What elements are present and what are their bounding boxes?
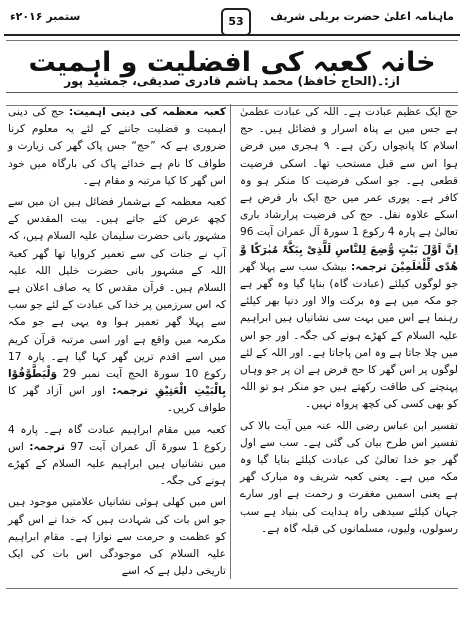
- left-column: [8, 104, 226, 584]
- article-title: خانہ کعبہ کی افضلیت و اہمیت: [28, 47, 436, 78]
- paragraph: اس میں کھلی ہوئی نشانیاں علامتیں موجود ہیں جو اس بات کی شہادت ہیں کہ خدا نے اس گھر کو عظمت و حرمت سے نوازا ہے۔ مقام ابراہیم علیہ السلام کی موجودگی اس بات کی ایک تاریخی دلیل ہے کہ اسے: [8, 496, 226, 578]
- column-divider: [230, 104, 231, 579]
- title-area: [6, 40, 458, 106]
- paragraph: تفسیر ابن عباس رضی اللہ عنہ میں آیت بالا کی تفسیر اس طرح بیان کی گئی ہے۔ سب سے اول گھر جو خدا تعالیٰ کی عبادت کیلئے بنایا گیا وہ مکہ میں ہے۔ یعنی کعبہ شریف وہ مبارک گھر ہے یعنی اسمیں مغفرت و رحمت ہے اور سارے جہان کیلئے سیدھی راہ ہدایت کی بنیاد ہے سب رسولوں، ولیوں، مسلمانوں کی قبلہ گاہ ہے۔: [240, 419, 458, 535]
- magazine-name: ماہنامہ اعلیٰ حضرت بریلی شریف: [270, 10, 454, 23]
- paragraph: کعبہ معظمہ کی دینی اہمیت: حج کی دینی اہمیت و فضلیت جاننے کے لئے یہ معلوم کرنا ضروری ہے کہ ”حج“ جس پاک گھر کی زیارت و طواف کا نام ہے خدائے پاک کی بارگاہ میں خود اس گھر کا کیا مرتبہ و مقام ہے۔: [8, 106, 226, 187]
- paragraph: کعبہ میں مقام ابراہیم عبادت گاہ ہے۔ پارہ 4 رکوع 1 سورۃ آل عمران آیت 97 ترجمہ: اس میں نشانیاں ہیں ابراہیم علیہ السلام کے کھڑے ہونے کی جگہ۔: [8, 423, 227, 488]
- article-author: از:۔(الحاج حافظ) محمد ہاشم قادری صدیقی، جمشید پور: [64, 74, 400, 88]
- author-rule: [6, 92, 458, 93]
- section-heading: کعبہ معظمہ کی دینی اہمیت:: [69, 106, 226, 118]
- page-number: 53: [221, 8, 251, 36]
- paragraph: حج ایک عظیم عبادت ہے۔ اللہ کی عبادت عظمیٰ ہے جس میں بے پناہ اسرار و فضائل ہیں۔ حج اسلام کا پانچواں رکن ہے۔ ۹ ہجری میں فرض ہوا اس سے قبل مستحب تھا۔ اسکی فرضیت قطعی ہے۔ جو اسکی فرضیت کا منکر ہو وہ کافر ہے۔ پوری عمر میں حج ایک بار فرض ہے اسکے علاوہ نفل۔ حج کی فرضیت پرارشاد باری تعالیٰ ہے پارہ 4 رکوع 1 سورۃ آل عمران آیت 96 اِنَّ اَوَّلَ بَیْتٍ وُّضِعَ لِلنَّاسِ لَلَّذِیْ بِبَکَّۃَ مُبٰرَکًا وَّ ھُدًی لِّلْعٰلَمِیْنَ ترجمہ: بیشک سب سے پہلا گھر جو لوگوں کیلئے (عبادت گاہ) بنایا گیا وہ گھر ہے جو مکہ میں ہے وہ برکت والا اور دنیا بھر کیلئے رہنما ہے اس میں بہت سی نشانیاں ہیں ابراہیم علیہ السلام کے کھڑے ہونے کی جگہ۔ اور جو اس میں چلا جاتا ہے وہ امن پاجاتا ہے۔ اور اللہ کے لئے لوگوں پر اس گھر کا حج فرض ہے ان پر جو وہاں پہنچنے کی طاقت رکھتے ہیں جو منکر ہو تو اللہ کو بھی کسی کی کچھ پرواہ نہیں۔: [240, 106, 458, 411]
- right-column: [240, 104, 458, 542]
- page-header: [4, 4, 460, 36]
- footer-rule: [6, 588, 458, 589]
- paragraph: کعبہ معظمہ کے بےشمار فضائل ہیں ان میں سے کچھ عرض کئے جاتے ہیں۔ بیت المقدس کے مشہور بانی حضرت سلیمان علیہ السلام ہیں، کہ آپ نے جنات کی سے تعمیر کروایا تھا گھر کعبۃ اللہ کے مشہور بانی حضرت خلیل اللہ علیہ السلام ہیں۔ قرآن مقدس کا یہ صاف اعلان ہے کہ اس سرزمین پر خدا کی عبادت کے لئے جو سب سے پہلا گھر تعمیر ہوا وہ یہی ہے جو مکہ مکرمہ میں واقع ہے اور اسی مرتبہ قرآن کریم میں اسے اقدم ترین گھر کہا گیا ہے۔ پارہ 17 رکوع 10 سورۃ الحج آیت نمبر 29 وَلْیَطَّوَّفُوْا بِالْبَیْتِ الْعَتِیْقِ ترجمہ: اور اس آزاد گھر کا طواف کریں۔: [8, 196, 226, 415]
- issue-date: ستمبر ۲۰۱۶ء: [10, 10, 81, 23]
